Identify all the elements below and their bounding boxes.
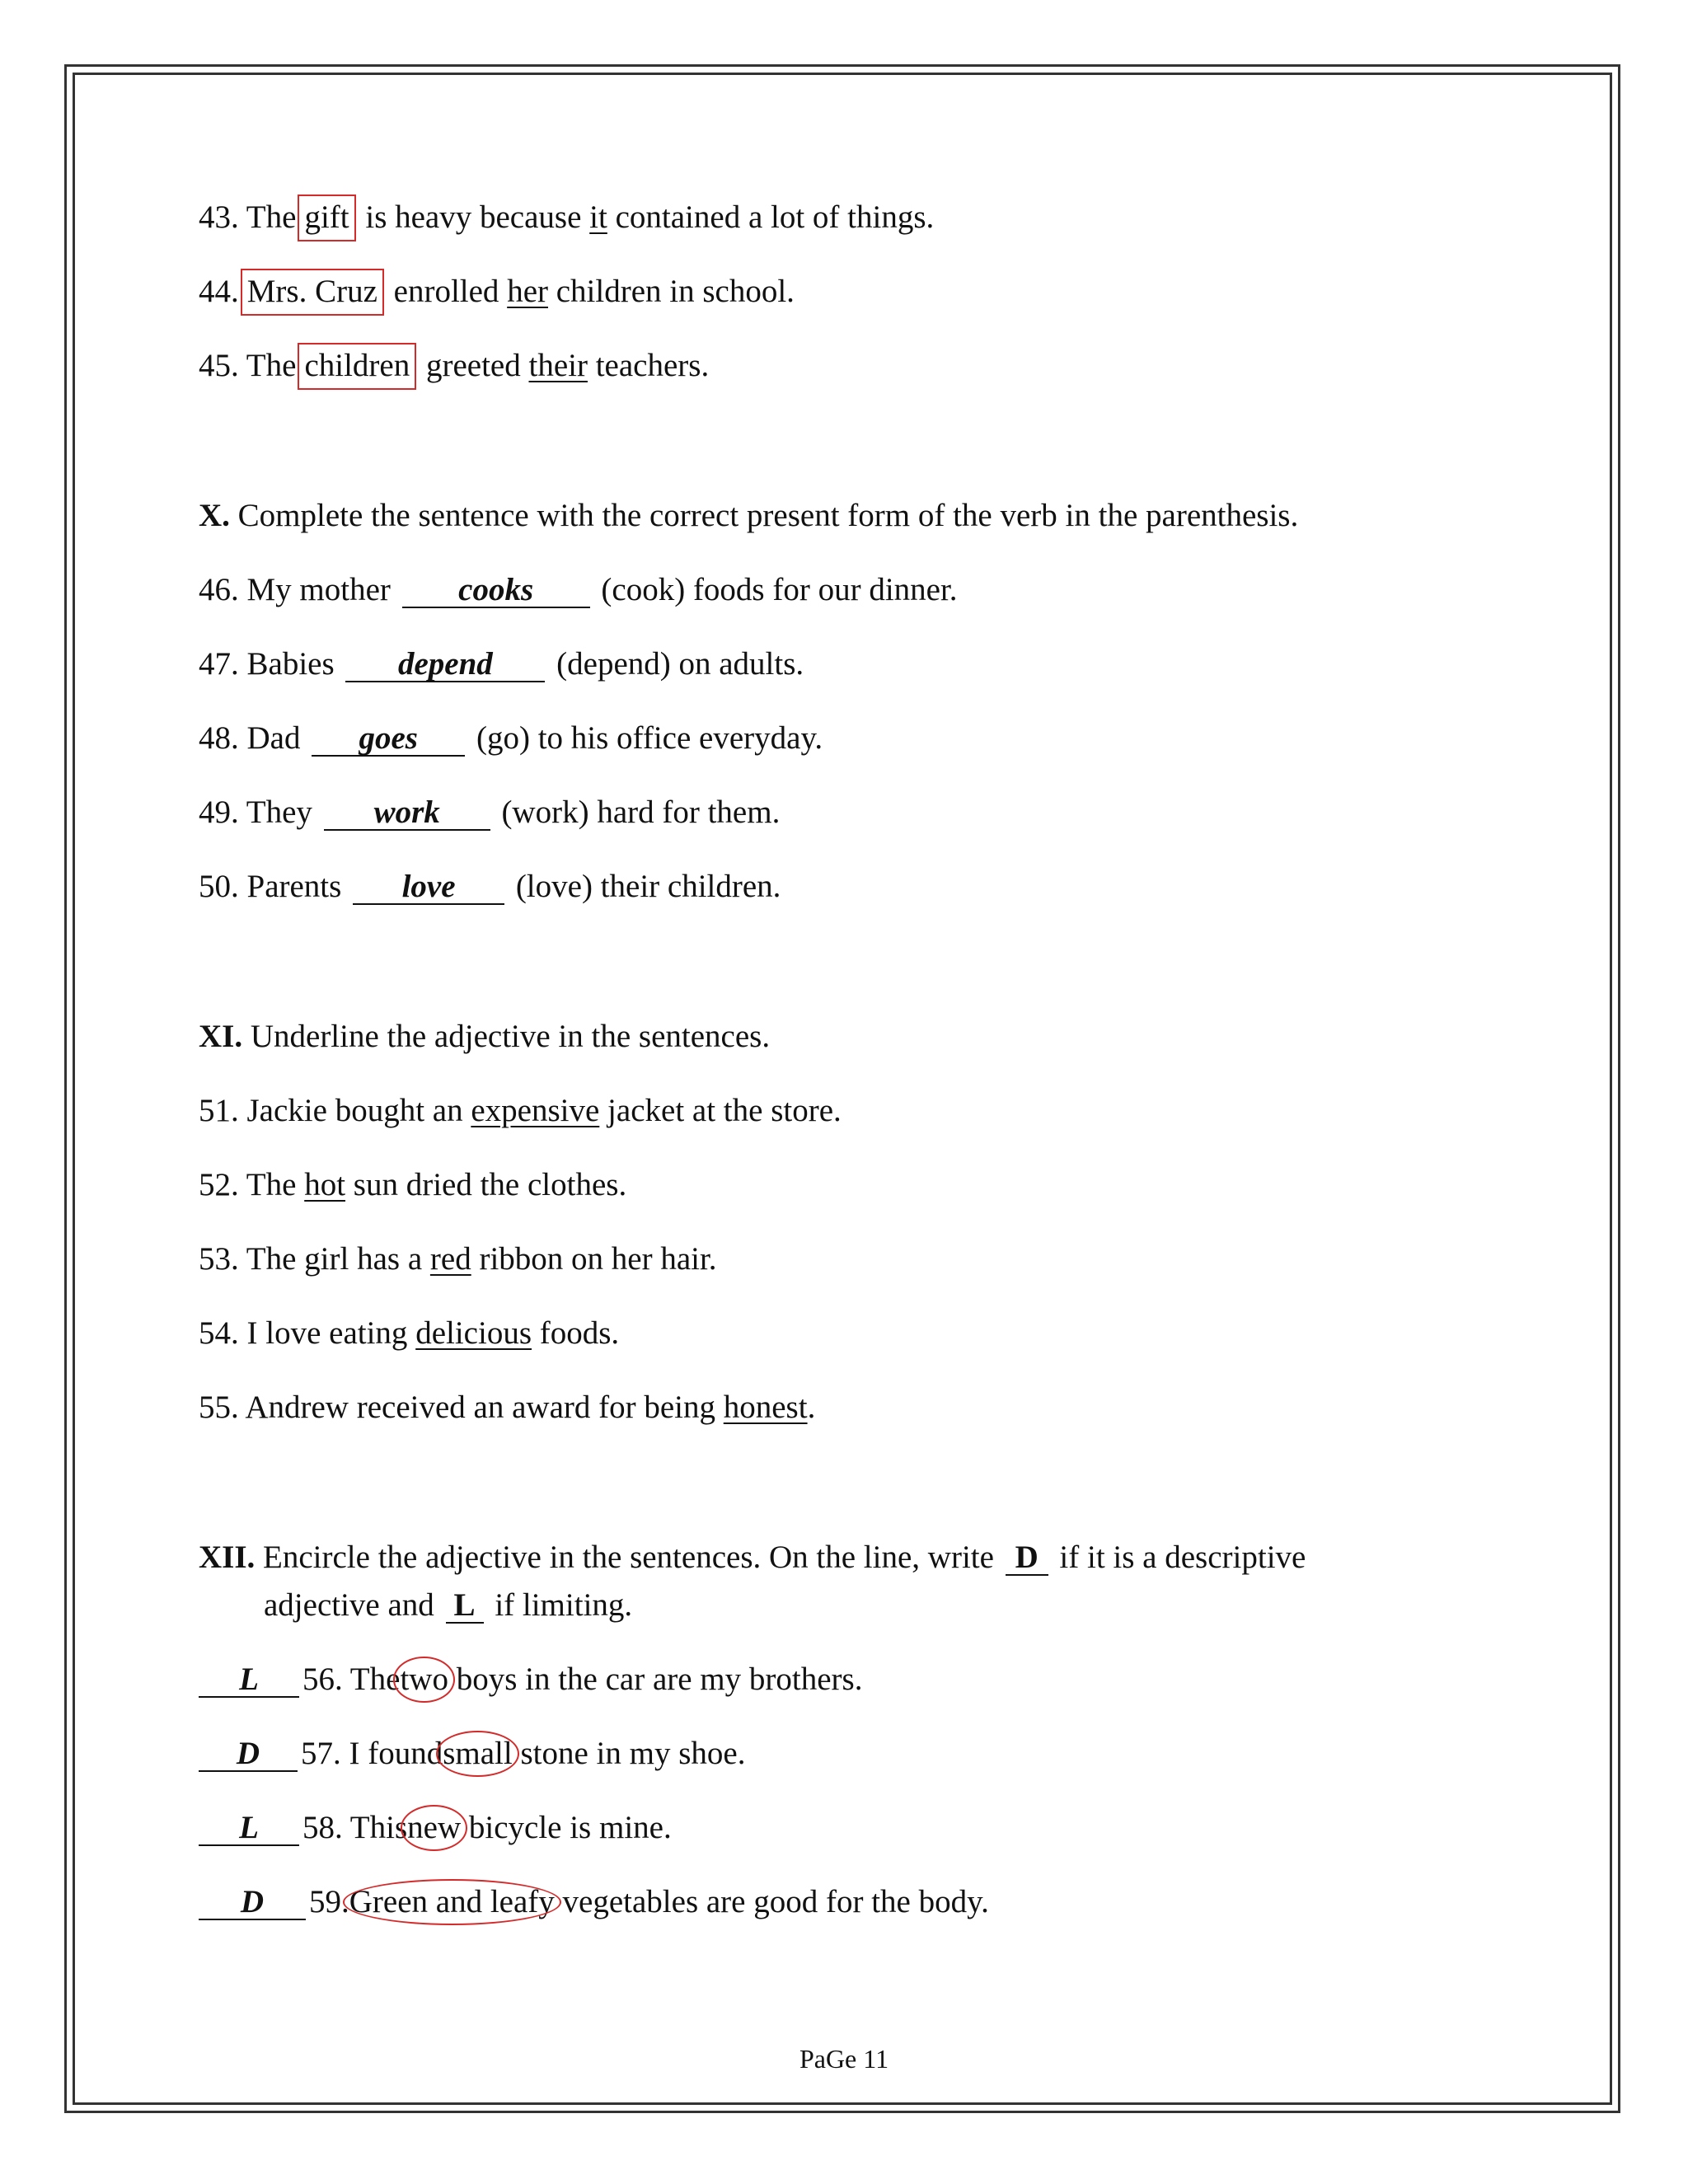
page-number: PaGe 11	[799, 2044, 889, 2074]
section-xii-heading	[199, 1538, 1306, 1577]
item-number: 50.	[199, 869, 239, 904]
section-xii-heading-cont	[264, 1586, 632, 1625]
answer-blank: L	[199, 1811, 299, 1846]
item-number: 43.	[199, 199, 239, 235]
item-53	[199, 1240, 717, 1279]
section-xi-heading	[199, 1017, 770, 1057]
section-instruction: Encircle the adjective in the sentences. On the line, write	[255, 1540, 1002, 1575]
item-number: 55.	[199, 1390, 239, 1425]
text: I found	[340, 1736, 443, 1771]
circled-adjective: small	[443, 1734, 513, 1774]
underlined-adjective: red	[429, 1241, 471, 1277]
text: Babies	[238, 646, 343, 682]
text: children in school.	[548, 274, 795, 309]
section-label: X.	[199, 498, 230, 533]
underlined-pronoun: her	[507, 274, 548, 309]
section-label: XII.	[199, 1540, 256, 1575]
text: jacket at the store.	[599, 1093, 842, 1128]
underlined-pronoun: their	[528, 348, 588, 383]
section-instruction: Complete the sentence with the correct present form of the verb in the parenthesis.	[229, 498, 1299, 533]
answer-blank: D	[199, 1737, 298, 1772]
item-57	[199, 1734, 745, 1774]
answer-blank: depend	[345, 648, 545, 682]
item-number: 52.	[199, 1167, 239, 1202]
item-55	[199, 1388, 815, 1427]
item-number: 47.	[199, 646, 239, 682]
item-56	[199, 1660, 862, 1699]
text: The	[238, 199, 297, 235]
text: bicycle is mine.	[461, 1810, 672, 1845]
text: Dad	[238, 720, 309, 756]
answer-blank: love	[353, 870, 504, 905]
text: This	[342, 1810, 408, 1845]
text: The	[238, 348, 297, 383]
text: (work) hard for them.	[493, 794, 781, 830]
item-number: 45.	[199, 348, 239, 383]
text: (cook) foods for our dinner.	[593, 572, 958, 607]
item-number: 51.	[199, 1093, 239, 1128]
text: (go) to his office everyday.	[468, 720, 823, 756]
item-number: 54.	[199, 1315, 239, 1351]
item-number: 58.	[302, 1810, 343, 1845]
item-54	[199, 1314, 619, 1353]
text: .	[807, 1390, 816, 1425]
answer-blank: D	[199, 1886, 306, 1920]
section-x-heading	[199, 496, 1298, 536]
boxed-noun: children	[298, 343, 416, 390]
text: The girl has a	[238, 1241, 430, 1277]
text: I love eating	[238, 1315, 416, 1351]
item-49	[199, 793, 780, 832]
underlined-adjective: hot	[304, 1167, 346, 1202]
section-instruction: adjective and	[264, 1587, 443, 1623]
section-label: XI.	[199, 1019, 243, 1054]
item-number: 49.	[199, 794, 239, 830]
text: enrolled	[385, 274, 508, 309]
section-instruction: Underline the adjective in the sentences.	[242, 1019, 771, 1054]
item-number: 44.	[199, 274, 239, 309]
item-number: 57.	[301, 1736, 341, 1771]
answer-blank: L	[199, 1663, 299, 1698]
answer-blank: cooks	[402, 574, 590, 608]
text: Parents	[238, 869, 350, 904]
section-instruction: if it is a descriptive	[1051, 1540, 1306, 1575]
item-52	[199, 1165, 626, 1205]
text: vegetables are good for the body.	[554, 1884, 989, 1919]
text: boys in the car are my brothers.	[448, 1661, 863, 1697]
text: greeted	[418, 348, 529, 383]
text: is heavy because	[357, 199, 590, 235]
underlined-adjective: expensive	[471, 1093, 600, 1128]
answer-blank: work	[324, 796, 490, 831]
circled-adjective: Green and leafy	[349, 1882, 555, 1922]
text: The	[342, 1661, 401, 1697]
item-44	[199, 272, 795, 312]
circled-adjective: new	[407, 1808, 461, 1848]
answer-blank: goes	[312, 722, 465, 757]
boxed-noun: Mrs. Cruz	[241, 269, 384, 316]
item-59	[199, 1882, 989, 1922]
text: Andrew received an award for being	[238, 1390, 724, 1425]
boxed-noun: gift	[298, 194, 355, 241]
text: Jackie bought an	[238, 1093, 471, 1128]
item-number: 53.	[199, 1241, 239, 1277]
item-46	[199, 570, 958, 610]
text: foods.	[532, 1315, 620, 1351]
item-58	[199, 1808, 672, 1848]
item-48	[199, 719, 823, 758]
item-number: 56.	[302, 1661, 343, 1697]
underlined-adjective: honest	[723, 1390, 808, 1425]
text: The	[238, 1167, 305, 1202]
text: contained a lot of things.	[607, 199, 935, 235]
item-45	[199, 346, 709, 386]
text: ribbon on her hair.	[471, 1241, 717, 1277]
section-instruction: if limiting.	[486, 1587, 633, 1623]
example-letter-d: D	[1006, 1541, 1048, 1576]
text: They	[238, 794, 321, 830]
text: (love) their children.	[508, 869, 781, 904]
item-47	[199, 644, 804, 684]
text: stone in my shoe.	[512, 1736, 746, 1771]
item-number: 59.	[309, 1884, 349, 1919]
item-43	[199, 198, 934, 237]
item-number: 48.	[199, 720, 239, 756]
example-letter-l: L	[446, 1589, 484, 1624]
underlined-pronoun: it	[589, 199, 607, 235]
item-number: 46.	[199, 572, 239, 607]
text: My mother	[238, 572, 399, 607]
circled-adjective: two	[400, 1660, 448, 1699]
text: teachers.	[587, 348, 710, 383]
text: (depend) on adults.	[548, 646, 804, 682]
text: sun dried the clothes.	[345, 1167, 627, 1202]
item-50	[199, 867, 781, 907]
underlined-adjective: delicious	[415, 1315, 532, 1351]
item-51	[199, 1091, 842, 1131]
